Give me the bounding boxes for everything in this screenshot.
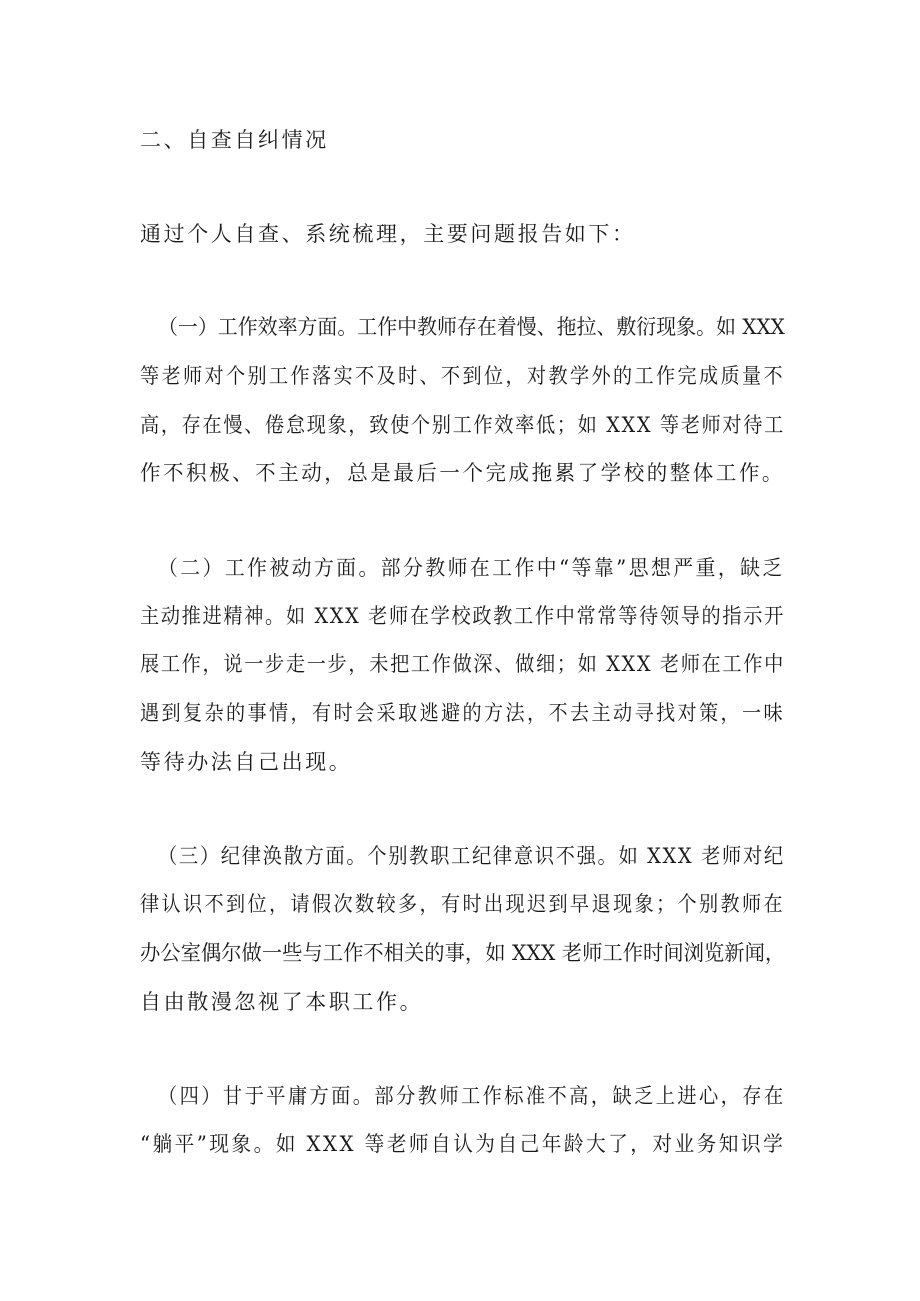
paragraph1-line3: 高，存在慢、倦怠现象，致使个别工作效率低；如 XXX 等老师对待工: [140, 413, 785, 437]
paragraph4-line2: “躺平”现象。如 XXX 等老师自认为自己年龄大了，对业务知识学: [140, 1132, 786, 1156]
paragraph2-line2: 主动推进精神。如 XXX 老师在学校政教工作中常常等待领导的指示开: [140, 604, 785, 628]
intro-text: 通过个人自查、系统梳理，主要问题报告如下：: [140, 222, 636, 246]
paragraph2-line1: （二）工作被动方面。部分教师在工作中“等靠”思想严重，缺乏: [158, 556, 785, 580]
paragraph3-line2: 律认识不到位，请假次数较多，有时出现迟到早退现象；个别教师在: [140, 892, 785, 916]
paragraph3-line4: 自由散漫忽视了本职工作。: [140, 990, 424, 1014]
paragraph1-line4: 作不积极、不主动，总是最后一个完成拖累了学校的整体工作。: [140, 461, 785, 485]
paragraph4-line1: （四）甘于平庸方面。部分教师工作标准不高，缺乏上进心，存在: [158, 1084, 786, 1108]
paragraph3-line3: 办公室偶尔做一些与工作不相关的事，如 XXX 老师工作时间浏览新闻，: [140, 941, 786, 965]
paragraph1-line1: （一）工作效率方面。工作中教师存在着慢、拖拉、敷衍现象。如 XXX: [158, 315, 785, 339]
paragraph2-line3: 展工作，说一步走一步，未把工作做深、做细；如 XXX 老师在工作中: [140, 652, 785, 676]
paragraph2-line4: 遇到复杂的事情，有时会采取逃避的方法，不去主动寻找对策，一味: [140, 701, 785, 725]
paragraph2-line5: 等待办法自己出现。: [140, 750, 353, 774]
paragraph1-line2: 等老师对个别工作落实不及时、不到位，对教学外的工作完成质量不: [140, 364, 785, 388]
paragraph3-line1: （三）纪律涣散方面。个别教职工纪律意识不强。如 XXX 老师对纪: [158, 844, 785, 868]
section-heading: 二、自查自纠情况: [140, 128, 329, 152]
